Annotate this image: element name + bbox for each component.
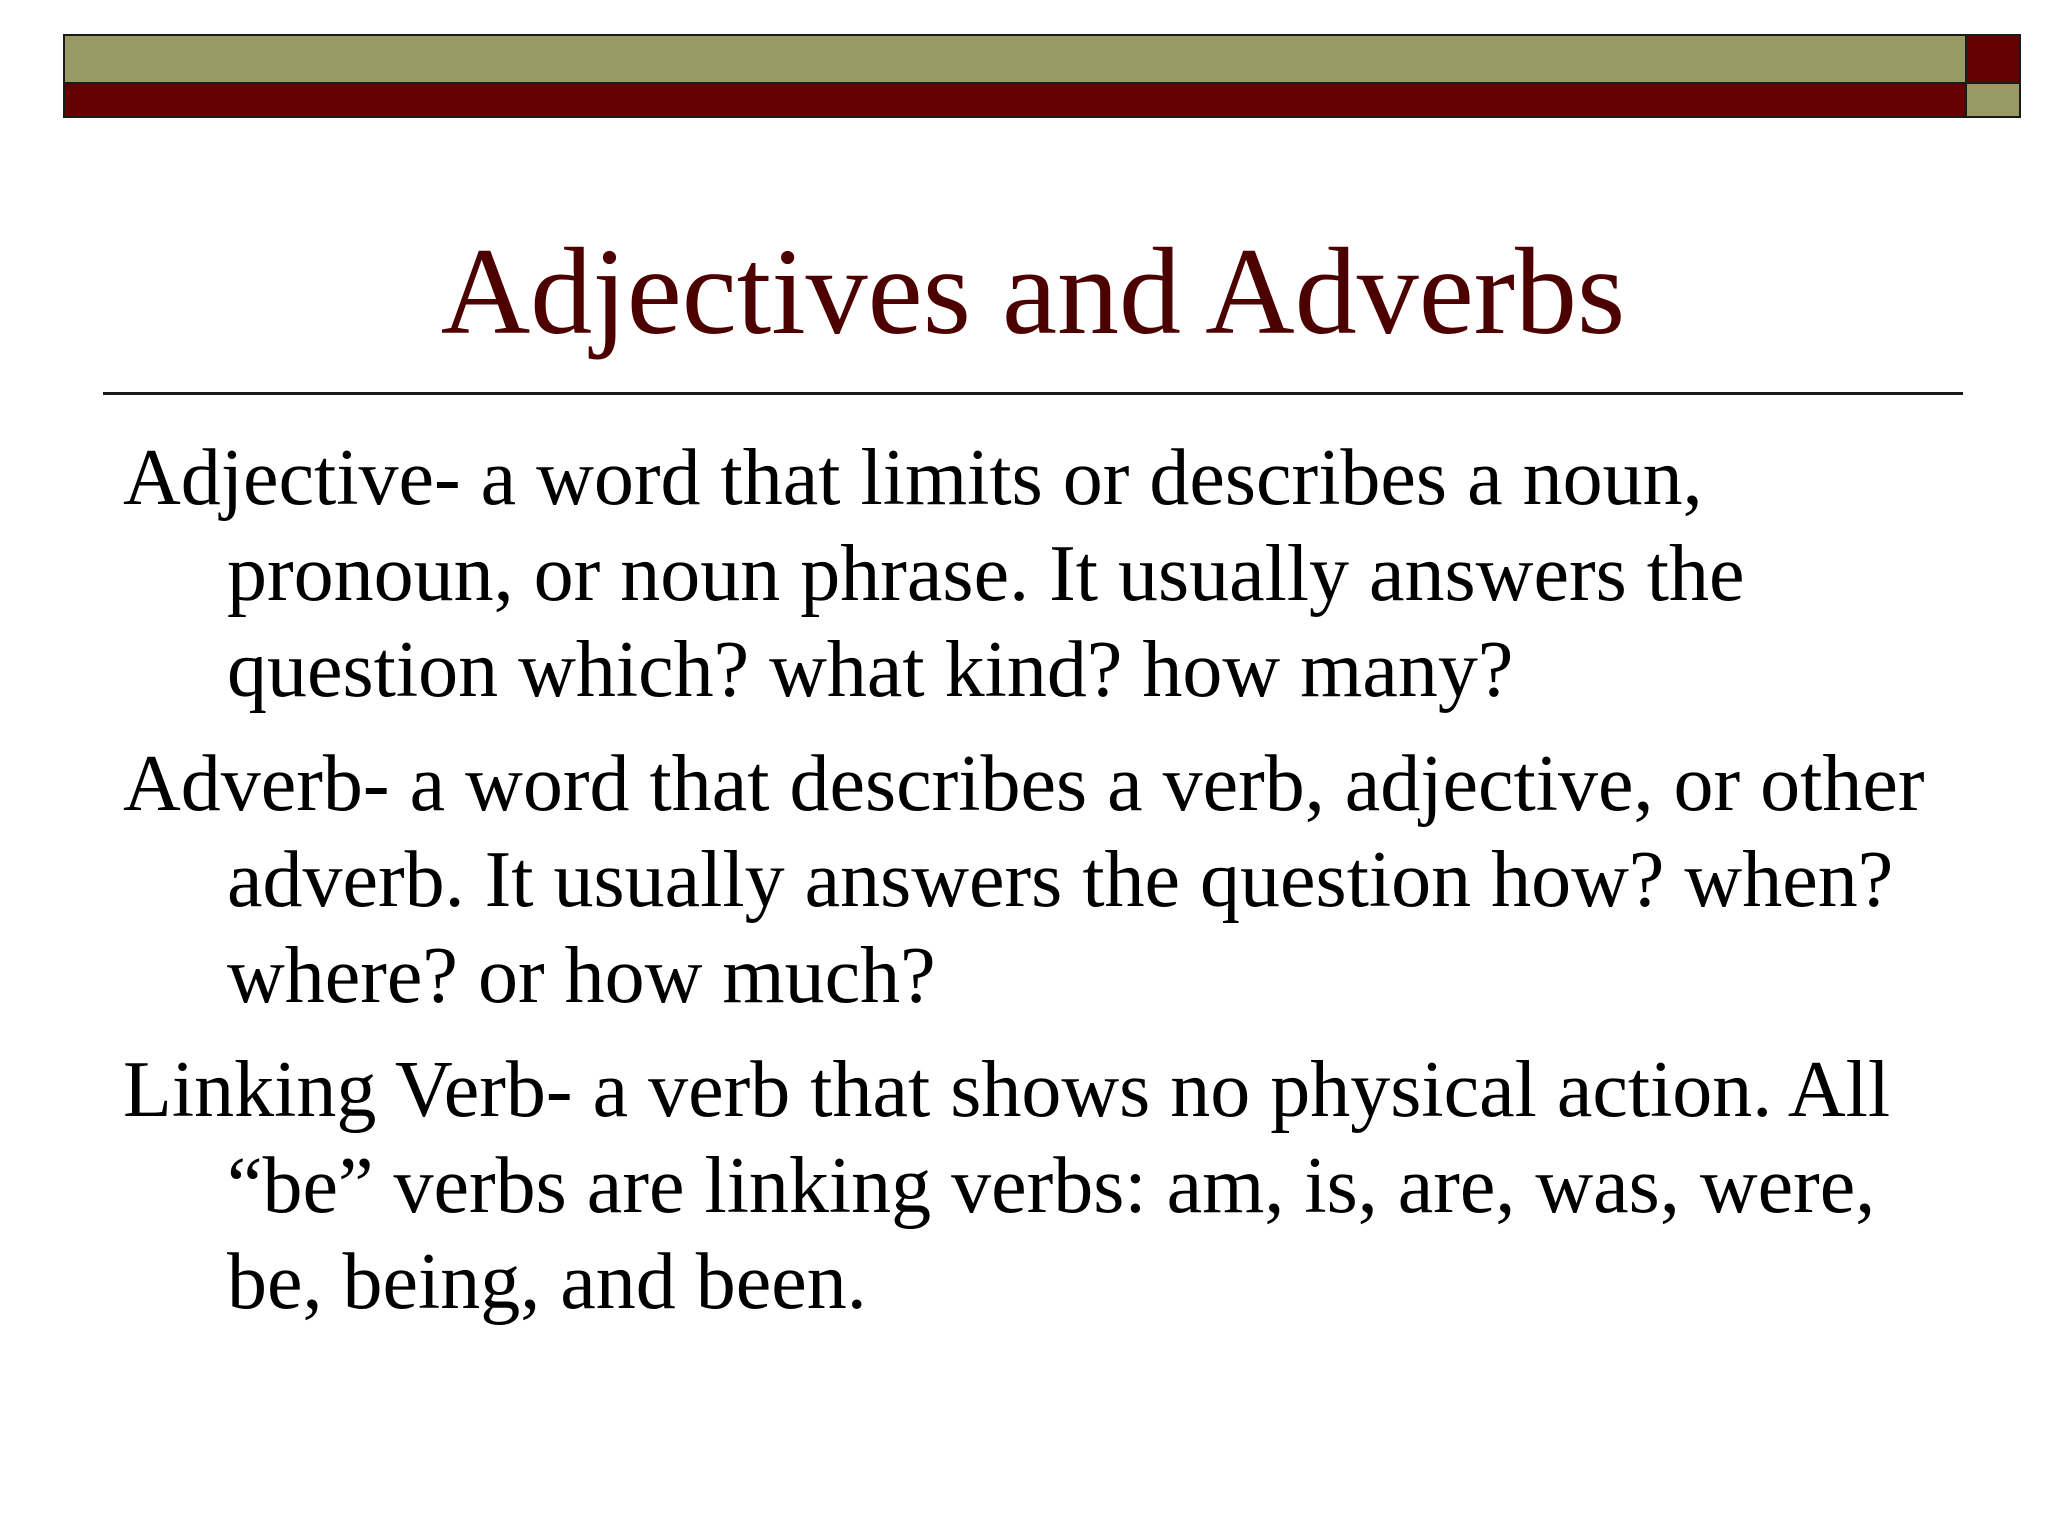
definition-adverb: Adverb- a word that describes a verb, adjective, or other adverb. It usually answers the question how? when? where? or how much?: [123, 740, 1925, 1020]
slide-title: Adjectives and Adverbs: [440, 223, 1626, 360]
definition-linking-verb: Linking Verb- a verb that shows no physical action. All “be” verbs are linking verbs: am, is, are, was, were, be, being, and been.: [123, 1046, 1891, 1326]
header-band-maroon: [63, 84, 1967, 118]
header-band-olive: [63, 34, 1967, 84]
header-corner-maroon: [1967, 34, 2021, 84]
header-corner-olive: [1967, 84, 2021, 118]
definition-adjective: Adjective- a word that limits or describes a noun, pronoun, or noun phrase. It usually answers the question which? what kind? how many?: [123, 434, 1745, 714]
slide-body: [123, 430, 1963, 1348]
title-divider: [103, 392, 1963, 395]
